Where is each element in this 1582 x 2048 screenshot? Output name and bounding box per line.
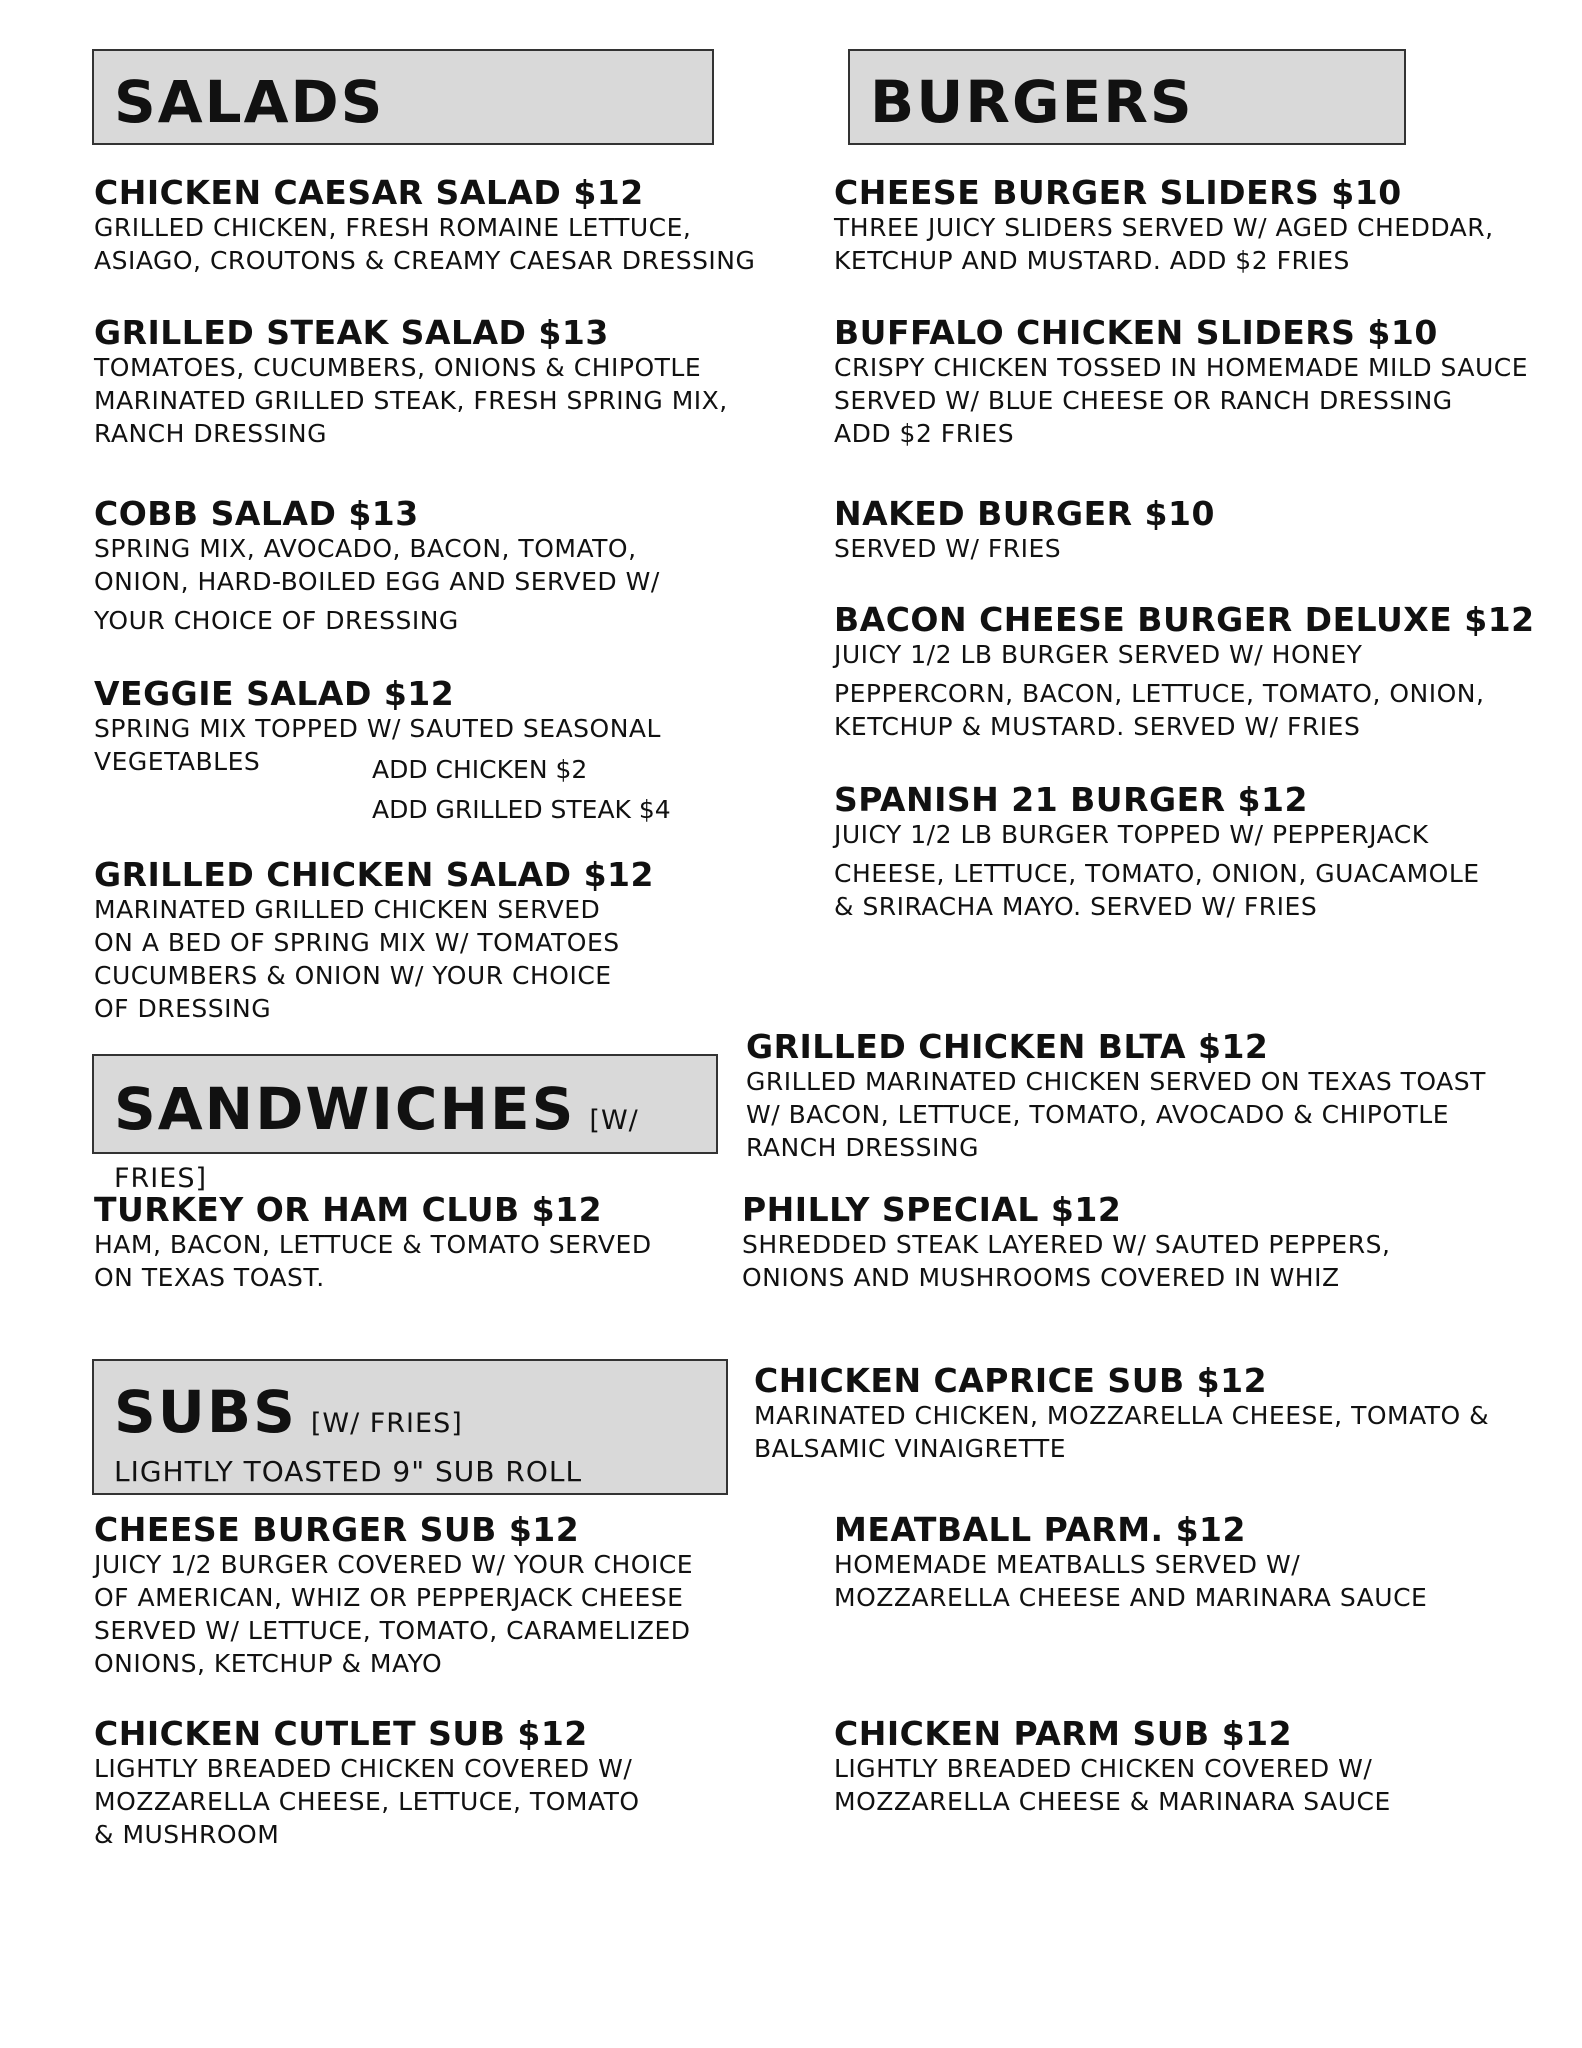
item-desc: MOZZARELLA CHEESE AND MARINARA SAUCE: [834, 1582, 1428, 1612]
item-desc: HAM, BACON, LETTUCE & TOMATO SERVED: [94, 1229, 652, 1259]
addon-steak: ADD GRILLED STEAK $4: [372, 795, 671, 824]
item-desc: KETCHUP & MUSTARD. SERVED W/ FRIES: [834, 711, 1361, 741]
item-desc: JUICY 1/2 LB BURGER SERVED W/ HONEY: [834, 639, 1363, 669]
item-title: CHICKEN CAESAR SALAD $12: [94, 173, 644, 212]
item-desc: KETCHUP AND MUSTARD. ADD $2 FRIES: [834, 245, 1350, 275]
item-desc: JUICY 1/2 BURGER COVERED W/ YOUR CHOICE: [94, 1549, 694, 1579]
item-title: COBB SALAD $13: [94, 494, 419, 533]
item-desc: HOMEMADE MEATBALLS SERVED W/: [834, 1549, 1301, 1579]
item-desc: LIGHTLY BREADED CHICKEN COVERED W/: [94, 1753, 633, 1783]
item-title: GRILLED CHICKEN BLTA $12: [746, 1027, 1269, 1066]
item-desc: THREE JUICY SLIDERS SERVED W/ AGED CHEDDAR,: [834, 212, 1494, 242]
menu-item: [94, 1510, 694, 1680]
item-desc: ASIAGO, CROUTONS & CREAMY CAESAR DRESSING: [94, 245, 756, 275]
item-title: CHICKEN CAPRICE SUB $12: [754, 1361, 1268, 1400]
item-title: CHEESE BURGER SUB $12: [94, 1510, 580, 1549]
sandwiches-heading-text: SANDWICHES: [114, 1075, 576, 1143]
item-title: GRILLED STEAK SALAD $13: [94, 313, 609, 352]
item-desc: VEGETABLES: [94, 746, 261, 776]
menu-item: [742, 1190, 1391, 1294]
menu-item: [834, 313, 1528, 450]
item-desc: MARINATED GRILLED CHICKEN SERVED: [94, 894, 601, 924]
item-desc: RANCH DRESSING: [94, 418, 327, 448]
item-desc: SERVED W/ BLUE CHEESE OR RANCH DRESSING: [834, 385, 1453, 415]
item-desc: & MUSHROOM: [94, 1819, 280, 1849]
item-desc: SERVED W/ FRIES: [834, 533, 1062, 563]
menu-item: [834, 494, 1215, 565]
item-desc: ON A BED OF SPRING MIX W/ TOMATOES: [94, 927, 620, 957]
menu-item: [746, 1027, 1486, 1164]
item-title: PHILLY SPECIAL $12: [742, 1190, 1122, 1229]
menu-item: [754, 1361, 1490, 1465]
subs-heading-text: SUBS: [114, 1378, 297, 1446]
burgers-header: [848, 49, 1406, 145]
menu-item: [94, 1190, 652, 1294]
item-desc: SERVED W/ LETTUCE, TOMATO, CARAMELIZED: [94, 1615, 691, 1645]
item-desc: ADD $2 FRIES: [834, 418, 1015, 448]
item-desc: MOZZARELLA CHEESE, LETTUCE, TOMATO: [94, 1786, 640, 1816]
item-desc: GRILLED MARINATED CHICKEN SERVED ON TEXAS TOAST: [746, 1066, 1486, 1096]
item-desc: SPRING MIX TOPPED W/ SAUTED SEASONAL: [94, 713, 661, 743]
sandwiches-heading: [114, 1075, 716, 1196]
item-desc: YOUR CHOICE OF DRESSING: [94, 605, 459, 635]
salads-header: [92, 49, 714, 145]
addon-chicken: ADD CHICKEN $2: [372, 755, 588, 784]
item-title: MEATBALL PARM. $12: [834, 1510, 1246, 1549]
item-title: CHICKEN PARM SUB $12: [834, 1714, 1293, 1753]
item-desc: SPRING MIX, AVOCADO, BACON, TOMATO,: [94, 533, 637, 563]
item-desc: ONIONS, KETCHUP & MAYO: [94, 1648, 443, 1678]
menu-item: [834, 600, 1535, 743]
salads-heading: SALADS: [114, 68, 385, 136]
item-title: BACON CHEESE BURGER DELUXE $12: [834, 600, 1535, 639]
menu-item: [834, 1714, 1391, 1818]
item-desc: MOZZARELLA CHEESE & MARINARA SAUCE: [834, 1786, 1391, 1816]
item-title: NAKED BURGER $10: [834, 494, 1215, 533]
item-desc: & SRIRACHA MAYO. SERVED W/ FRIES: [834, 891, 1318, 921]
item-desc: MARINATED CHICKEN, MOZZARELLA CHEESE, TOMATO &: [754, 1400, 1490, 1430]
item-title: VEGGIE SALAD $12: [94, 674, 455, 713]
addons-list: [372, 750, 671, 830]
item-desc: MARINATED GRILLED STEAK, FRESH SPRING MIX,: [94, 385, 728, 415]
item-title: CHICKEN CUTLET SUB $12: [94, 1714, 588, 1753]
item-desc: ONIONS AND MUSHROOMS COVERED IN WHIZ: [742, 1262, 1340, 1292]
sandwiches-note: [W/ FRIES]: [114, 1105, 639, 1194]
item-desc: OF AMERICAN, WHIZ OR PEPPERJACK CHEESE: [94, 1582, 684, 1612]
item-title: CHEESE BURGER SLIDERS $10: [834, 173, 1402, 212]
subs-note: [W/ FRIES]: [310, 1408, 463, 1439]
item-desc: SHREDDED STEAK LAYERED W/ SAUTED PEPPERS,: [742, 1229, 1391, 1259]
item-title: SPANISH 21 BURGER $12: [834, 780, 1308, 819]
item-desc: TOMATOES, CUCUMBERS, ONIONS & CHIPOTLE: [94, 352, 702, 382]
menu-item: [94, 1714, 640, 1851]
menu-item: [94, 313, 728, 450]
item-desc: CHEESE, LETTUCE, TOMATO, ONION, GUACAMOLE: [834, 858, 1480, 888]
burgers-heading: BURGERS: [870, 68, 1194, 136]
item-desc: BALSAMIC VINAIGRETTE: [754, 1433, 1067, 1463]
sandwiches-header: [92, 1054, 718, 1194]
subs-subtitle: LIGHTLY TOASTED 9" SUB ROLL: [114, 1455, 583, 1488]
item-desc: CRISPY CHICKEN TOSSED IN HOMEMADE MILD SAUCE: [834, 352, 1528, 382]
menu-item: [834, 1510, 1428, 1614]
item-desc: LIGHTLY BREADED CHICKEN COVERED W/: [834, 1753, 1373, 1783]
menu-item: [94, 855, 654, 1025]
item-title: TURKEY OR HAM CLUB $12: [94, 1190, 603, 1229]
item-desc: PEPPERCORN, BACON, LETTUCE, TOMATO, ONION,: [834, 678, 1485, 708]
subs-header: [92, 1359, 728, 1495]
item-desc: ONION, HARD-BOILED EGG AND SERVED W/: [94, 566, 660, 596]
menu-item: [834, 173, 1494, 277]
item-desc: CUCUMBERS & ONION W/ YOUR CHOICE: [94, 960, 612, 990]
menu-item: [834, 780, 1480, 923]
menu-item: [94, 173, 756, 277]
item-desc: W/ BACON, LETTUCE, TOMATO, AVOCADO & CHIPOTLE: [746, 1099, 1450, 1129]
item-desc: ON TEXAS TOAST.: [94, 1262, 325, 1292]
item-title: BUFFALO CHICKEN SLIDERS $10: [834, 313, 1438, 352]
item-desc: OF DRESSING: [94, 993, 272, 1023]
item-desc: GRILLED CHICKEN, FRESH ROMAINE LETTUCE,: [94, 212, 692, 242]
item-desc: JUICY 1/2 LB BURGER TOPPED W/ PEPPERJACK: [834, 819, 1429, 849]
item-desc: RANCH DRESSING: [746, 1132, 979, 1162]
subs-heading: [114, 1378, 463, 1446]
item-title: GRILLED CHICKEN SALAD $12: [94, 855, 654, 894]
menu-item: [94, 494, 660, 637]
